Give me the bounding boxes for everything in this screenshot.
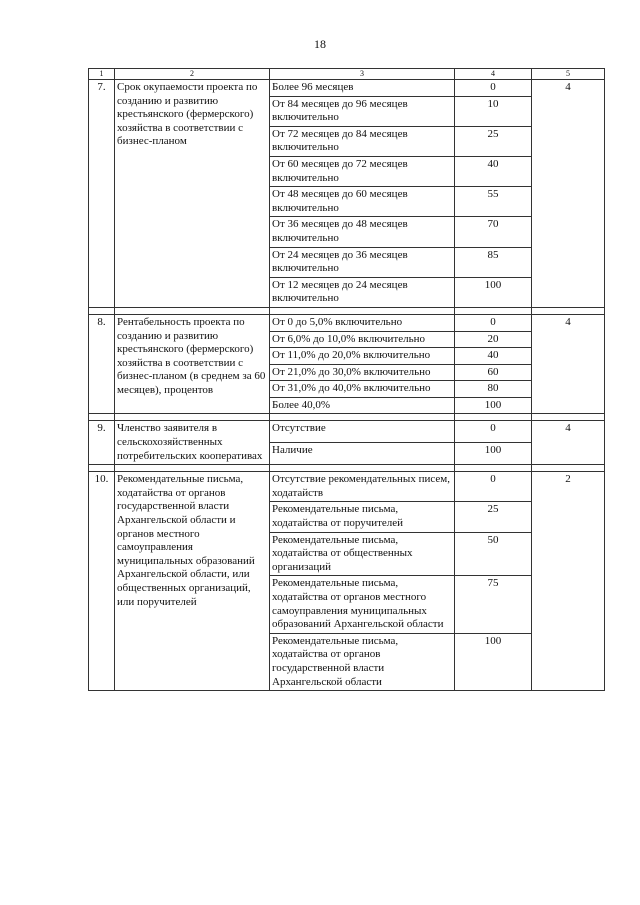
criterion-number: 10. xyxy=(89,472,115,691)
table-header-row xyxy=(89,69,605,80)
option-text: От 31,0% до 40,0% включительно xyxy=(270,381,455,398)
option-score: 25 xyxy=(455,126,532,156)
option-score: 100 xyxy=(455,277,532,307)
spacer-cell xyxy=(89,465,115,472)
option-text: Наличие xyxy=(270,443,455,465)
option-score: 100 xyxy=(455,443,532,465)
option-score: 0 xyxy=(455,472,532,502)
option-text: От 11,0% до 20,0% включительно xyxy=(270,348,455,365)
option-text: От 6,0% до 10,0% включительно xyxy=(270,331,455,348)
option-text: Рекомендательные письма, ходатайства от поручителей xyxy=(270,502,455,532)
header-cell: 2 xyxy=(115,69,270,80)
option-score: 85 xyxy=(455,247,532,277)
table-row xyxy=(89,314,605,331)
spacer-cell xyxy=(270,465,455,472)
table-row xyxy=(89,80,605,97)
option-text: От 21,0% до 30,0% включительно xyxy=(270,364,455,381)
criterion-name: Рентабельность проекта по созданию и развитию крестьянского (фермерского) хозяйства в соответствии с бизнес-планом (в среднем за 60 месяцев), процентов xyxy=(115,314,270,414)
option-score: 25 xyxy=(455,502,532,532)
criterion-weight: 4 xyxy=(532,314,605,414)
spacer-cell xyxy=(89,414,115,421)
option-text: Более 40,0% xyxy=(270,397,455,414)
criterion-name: Членство заявителя в сельскохозяйственных потребительских кооперативах xyxy=(115,421,270,465)
spacer-cell xyxy=(115,307,270,314)
header-cell: 5 xyxy=(532,69,605,80)
option-score: 100 xyxy=(455,633,532,690)
option-text: От 60 месяцев до 72 месяцев включительно xyxy=(270,156,455,186)
page-number: 18 xyxy=(314,37,326,51)
option-score: 40 xyxy=(455,348,532,365)
option-score: 0 xyxy=(455,421,532,443)
spacer-cell xyxy=(115,414,270,421)
option-score: 50 xyxy=(455,532,532,576)
spacer-cell xyxy=(89,307,115,314)
option-text: От 72 месяцев до 84 месяцев включительно xyxy=(270,126,455,156)
option-score: 75 xyxy=(455,576,532,633)
table-row xyxy=(89,472,605,502)
criterion-weight: 4 xyxy=(532,80,605,308)
option-score: 40 xyxy=(455,156,532,186)
option-score: 55 xyxy=(455,187,532,217)
criterion-name: Рекомендательные письма, ходатайства от органов государственной власти Архангельской области и органов местного самоуправления муниципальных образований Архангельской области, или общественных организаций, или поручителей xyxy=(115,472,270,691)
option-text: От 36 месяцев до 48 месяцев включительно xyxy=(270,217,455,247)
spacer-cell xyxy=(532,307,605,314)
option-text: Отсутствие xyxy=(270,421,455,443)
spacer-cell xyxy=(270,307,455,314)
option-score: 0 xyxy=(455,80,532,97)
option-score: 0 xyxy=(455,314,532,331)
spacer-cell xyxy=(455,465,532,472)
table-row xyxy=(89,421,605,443)
option-text: От 24 месяцев до 36 месяцев включительно xyxy=(270,247,455,277)
criteria-table xyxy=(88,68,605,691)
option-score: 20 xyxy=(455,331,532,348)
criterion-number: 9. xyxy=(89,421,115,465)
table-spacer-row xyxy=(89,307,605,314)
option-text: Более 96 месяцев xyxy=(270,80,455,97)
spacer-cell xyxy=(115,465,270,472)
option-text: От 84 месяцев до 96 месяцев включительно xyxy=(270,96,455,126)
spacer-cell xyxy=(532,465,605,472)
table-spacer-row xyxy=(89,465,605,472)
criterion-number: 8. xyxy=(89,314,115,414)
spacer-cell xyxy=(455,414,532,421)
option-score: 60 xyxy=(455,364,532,381)
criterion-weight: 2 xyxy=(532,472,605,691)
option-score: 70 xyxy=(455,217,532,247)
option-text: От 0 до 5,0% включительно xyxy=(270,314,455,331)
option-text: Рекомендательные письма, ходатайства от органов государственной власти Архангельской области xyxy=(270,633,455,690)
option-text: Рекомендательные письма, ходатайства от органов местного самоуправления муниципальных образований Архангельской области xyxy=(270,576,455,633)
spacer-cell xyxy=(270,414,455,421)
criterion-number: 7. xyxy=(89,80,115,308)
header-cell: 4 xyxy=(455,69,532,80)
criteria-table-body xyxy=(89,69,605,691)
criterion-weight: 4 xyxy=(532,421,605,465)
option-text: Отсутствие рекомендательных писем, ходатайств xyxy=(270,472,455,502)
option-text: От 48 месяцев до 60 месяцев включительно xyxy=(270,187,455,217)
option-score: 80 xyxy=(455,381,532,398)
spacer-cell xyxy=(455,307,532,314)
criterion-name: Срок окупаемости проекта по созданию и развитию крестьянского (фермерского) хозяйства в соответствии с бизнес-планом xyxy=(115,80,270,308)
table-spacer-row xyxy=(89,414,605,421)
option-score: 10 xyxy=(455,96,532,126)
option-text: Рекомендательные письма, ходатайства от общественных организаций xyxy=(270,532,455,576)
option-text: От 12 месяцев до 24 месяцев включительно xyxy=(270,277,455,307)
option-score: 100 xyxy=(455,397,532,414)
spacer-cell xyxy=(532,414,605,421)
header-cell: 1 xyxy=(89,69,115,80)
header-cell: 3 xyxy=(270,69,455,80)
